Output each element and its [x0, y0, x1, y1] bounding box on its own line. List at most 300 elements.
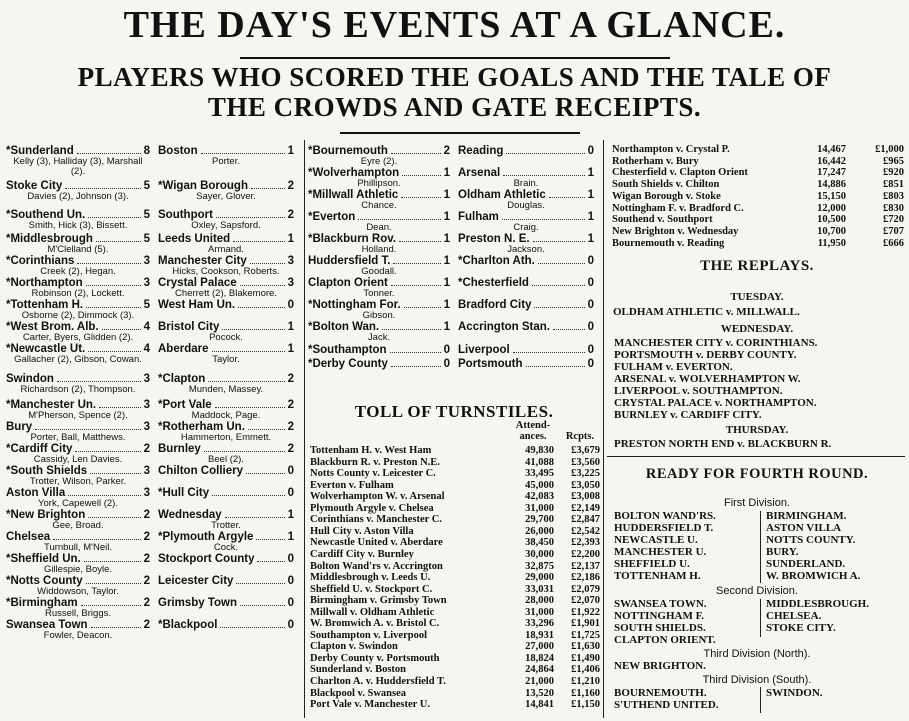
away-team [158, 465, 294, 478]
match-row [6, 553, 300, 575]
home-score: 4 [143, 321, 150, 333]
attendance: 27,000 [525, 641, 554, 653]
away-leader-dots [257, 561, 285, 562]
match-row [308, 277, 600, 299]
match-row [308, 255, 600, 277]
away-scorers: Beel (2). [208, 454, 244, 465]
gate-row [310, 618, 602, 630]
qualified-team: CLAPTON ORIENT. [614, 634, 716, 646]
match-row [6, 321, 300, 343]
home-team-name: *South Shields [6, 465, 88, 477]
home-leader-dots [86, 285, 141, 286]
away-team-name: Boston [158, 145, 198, 157]
fixture: Sunderland v. Boston [310, 664, 406, 676]
away-team-name: Grimsby Town [158, 597, 238, 609]
match-row [6, 209, 300, 233]
home-scorers: Trotter, Wilson, Parker. [29, 476, 127, 487]
home-scorers: Robinson (2), Lockett. [31, 288, 125, 299]
receipts: £1,490 [571, 652, 600, 664]
home-leader-dots [68, 495, 141, 496]
home-scorers: Richardson (2), Thompson. [20, 384, 136, 395]
away-leader-dots [240, 285, 285, 286]
home-leader-dots [99, 407, 141, 408]
home-team [308, 344, 450, 357]
attendance: 42,083 [525, 491, 554, 503]
home-score: 1 [443, 211, 450, 223]
attendance: 30,000 [525, 548, 554, 560]
away-score: 1 [587, 233, 594, 245]
fixture: Bolton Wand'rs v. Accrington [310, 560, 443, 572]
gate-row [612, 144, 906, 156]
away-score: 2 [287, 421, 294, 433]
home-leader-dots [86, 583, 141, 584]
gate-row [310, 526, 602, 538]
away-team-name: *Rotherham Un. [158, 421, 245, 433]
match-row [6, 597, 300, 619]
home-score: 3 [143, 277, 150, 289]
receipts: £920 [883, 167, 904, 179]
replays-wednesday: WEDNESDAY. [720, 323, 794, 335]
away-score: 1 [287, 509, 294, 521]
match-row [308, 211, 600, 233]
home-score: 2 [143, 531, 150, 543]
away-team-name: Liverpool [458, 344, 510, 356]
match-row [308, 321, 600, 344]
home-leader-dots [382, 329, 441, 330]
home-team-name: Clapton Orient [308, 277, 388, 289]
gate-row [310, 641, 602, 653]
receipts: £2,070 [571, 595, 600, 607]
match-row [6, 277, 300, 299]
attendance: 29,000 [525, 572, 554, 584]
home-score: 1 [443, 277, 450, 289]
away-leader-dots [251, 188, 285, 189]
home-scorers: Kelly (3), Halliday (3), Marshall (2). [13, 156, 143, 177]
away-team [458, 358, 594, 371]
gate-row [310, 503, 602, 515]
receipts: £3,560 [571, 456, 600, 468]
gate-row [310, 653, 602, 665]
match-row [6, 145, 300, 180]
attendance-header: Attend- ances. [515, 420, 551, 442]
match-row [6, 487, 300, 509]
fixture: Wolverhampton W. v. Arsenal [310, 491, 445, 503]
replay-wednesday-4: ARSENAL v. WOLVERHAMPTON W. [614, 373, 801, 385]
receipts: £851 [883, 179, 904, 191]
second-division-divider [760, 599, 761, 637]
attendance: 33,031 [525, 583, 554, 595]
home-scorers: Widdowson, Taylor. [37, 586, 119, 597]
attendance: 16,442 [817, 155, 846, 167]
home-score: 1 [443, 321, 450, 333]
receipts: £2,393 [571, 537, 600, 549]
fixture: Clapton v. Swindon [310, 641, 398, 653]
headline-rule [240, 57, 670, 59]
away-team [458, 255, 594, 268]
gate-row [310, 457, 602, 469]
away-score: 1 [587, 189, 594, 201]
away-team-name: *Plymouth Argyle [158, 531, 254, 543]
attendance: 49,830 [525, 445, 554, 456]
match-row [6, 299, 300, 321]
home-team-name: *Millwall Athletic [308, 189, 399, 201]
home-score: 5 [143, 180, 150, 192]
attendance: 31,000 [525, 502, 554, 514]
away-leader-dots [250, 263, 285, 264]
replay-wednesday-3: FULHAM v. EVERTON. [614, 361, 733, 373]
home-score: 4 [143, 343, 150, 355]
attendance: 33,495 [525, 468, 554, 480]
home-team-name: Bury [6, 421, 33, 433]
away-team-name: Accrington Stan. [458, 321, 551, 333]
away-team-name: *Blackpool [158, 619, 218, 631]
gate-row [310, 664, 602, 676]
home-scorers: Jack. [367, 332, 391, 343]
gate-row [310, 561, 602, 573]
home-team [308, 358, 450, 371]
away-scorers: Craig. [513, 222, 539, 233]
home-leader-dots [35, 429, 141, 430]
home-leader-dots [90, 473, 141, 474]
away-scorers: Maddock, Page. [191, 410, 261, 421]
home-score: 8 [143, 145, 150, 157]
away-leader-dots [204, 451, 285, 452]
away-leader-dots [222, 329, 285, 330]
home-leader-dots [84, 561, 141, 562]
away-score: 0 [587, 299, 594, 311]
gate-row [310, 514, 602, 526]
away-scorers: Munden, Massey. [188, 384, 264, 395]
attendance: 18,931 [525, 629, 554, 641]
attendance: 31,000 [525, 606, 554, 618]
fixture: Southampton v. Liverpool [310, 629, 427, 641]
home-team-name: *Birmingham [6, 597, 78, 609]
home-leader-dots [88, 351, 141, 352]
receipts: £2,137 [571, 560, 600, 572]
away-leader-dots [201, 153, 285, 154]
home-scorers: Holland. [361, 244, 397, 255]
away-leader-dots [533, 241, 585, 242]
home-team-name: Huddersfield T. [308, 255, 391, 267]
third-south-team-2: S'UTHEND UNITED. [614, 699, 719, 711]
receipts: £3,679 [571, 445, 600, 456]
away-team [458, 299, 594, 312]
gate-row [612, 167, 906, 179]
attendance: 14,841 [525, 699, 554, 711]
attendance: 15,150 [817, 190, 846, 202]
home-team-name: *Notts County [6, 575, 83, 587]
receipts: £2,079 [571, 583, 600, 595]
home-team-name: *Manchester Un. [6, 399, 97, 411]
home-team-name: Swindon [6, 373, 54, 385]
home-leader-dots [88, 517, 141, 518]
away-score: 0 [287, 619, 294, 631]
away-score: 1 [587, 211, 594, 223]
receipts: £720 [883, 214, 904, 226]
away-leader-dots [506, 153, 585, 154]
replays-tuesday: TUESDAY. [730, 291, 784, 303]
away-score: 0 [287, 487, 294, 499]
home-score: 5 [143, 299, 150, 311]
away-score: 0 [587, 344, 594, 356]
home-team-name: Chelsea [6, 531, 51, 543]
fixture: Southend v. Southport [612, 214, 713, 226]
away-team-name: *Hull City [158, 487, 210, 499]
home-scorers: Osborne (2), Dimmock (3). [21, 310, 135, 321]
attendance: 18,824 [525, 652, 554, 664]
qualified-team: MIDDLESBROUGH. [766, 598, 869, 610]
away-score: 1 [587, 167, 594, 179]
away-team-name: Chilton Colliery [158, 465, 243, 477]
away-score: 1 [287, 531, 294, 543]
away-score: 2 [287, 399, 294, 411]
away-leader-dots [208, 381, 285, 382]
home-scorers: Dean. [366, 222, 392, 233]
away-score: 2 [287, 209, 294, 221]
away-leader-dots [553, 329, 585, 330]
qualified-team: HUDDERSFIELD T. [614, 522, 714, 534]
match-row [308, 189, 600, 211]
away-team-name: Leicester City [158, 575, 234, 587]
third-south-divider [760, 687, 761, 713]
attendance: 10,500 [817, 214, 846, 226]
attendance: 41,088 [525, 456, 554, 468]
fixture: Sheffield U. v. Stockport C. [310, 583, 433, 595]
home-team-name: *Wolverhampton [308, 167, 400, 179]
fixture: Wigan Borough v. Stoke [612, 190, 721, 202]
fixture: Everton v. Fulham [310, 479, 394, 491]
home-score: 1 [443, 189, 450, 201]
away-leader-dots [503, 175, 585, 176]
fixture: Hull City v. Aston Villa [310, 525, 414, 537]
qualified-team: TOTTENHAM H. [614, 570, 701, 582]
away-scorers: Pocock. [209, 332, 243, 343]
receipts: £1,000 [875, 144, 904, 155]
home-score: 2 [143, 575, 150, 587]
home-score: 3 [143, 487, 150, 499]
gate-row [310, 572, 602, 584]
third-division-north-heading: Third Division (North). [703, 648, 811, 660]
away-scorers: Cherrett (2), Blakemore. [175, 288, 277, 299]
away-team [458, 277, 594, 290]
replay-tuesday-1: OLDHAM ATHLETIC v. MILLWALL. [613, 306, 800, 318]
receipts: £2,200 [571, 548, 600, 560]
home-team-name: *Blackburn Rov. [308, 233, 396, 245]
match-row [6, 421, 300, 443]
home-scorers: York, Capewell (2). [38, 498, 118, 509]
receipts: £3,050 [571, 479, 600, 491]
away-team-name: Fulham [458, 211, 499, 223]
away-score: 0 [287, 299, 294, 311]
attendance: 32,875 [525, 560, 554, 572]
home-team-name: *Sheffield Un. [6, 553, 81, 565]
receipts: £3,008 [571, 491, 600, 503]
fixture: Rotherham v. Bury [612, 155, 699, 167]
fixture: Blackburn R. v. Preston N.E. [310, 456, 440, 468]
home-leader-dots [402, 175, 441, 176]
qualified-team: W. BROMWICH A. [766, 570, 861, 582]
away-team-name: *Clapton [158, 373, 206, 385]
home-team-name: *Derby County [308, 358, 388, 370]
qualified-team: MANCHESTER U. [614, 546, 707, 558]
home-team-name: Stoke City [6, 180, 63, 192]
away-team-name: Preston N. E. [458, 233, 530, 245]
home-team-name: *Southampton [308, 344, 387, 356]
away-team-name: *Charlton Ath. [458, 255, 535, 267]
home-team-name: *Tottenham H. [6, 299, 84, 311]
away-team-name: Portsmouth [458, 358, 523, 370]
fixture: Plymouth Argyle v. Chelsea [310, 502, 434, 514]
fixture: Cardiff City v. Burnley [310, 548, 414, 560]
away-team-name: Leeds United [158, 233, 231, 245]
home-leader-dots [88, 217, 141, 218]
attendance: 17,247 [817, 167, 846, 179]
home-team-name: *Nottingham For. [308, 299, 401, 311]
receipts: £666 [883, 237, 904, 249]
away-score: 0 [587, 321, 594, 333]
away-team-name: West Ham Un. [158, 299, 236, 311]
qualified-team: NOTTINGHAM F. [614, 610, 705, 622]
away-leader-dots [549, 197, 585, 198]
away-score: 1 [287, 145, 294, 157]
away-score: 0 [587, 145, 594, 157]
match-row [308, 358, 600, 372]
receipts: £707 [883, 225, 904, 237]
qualified-team: BOLTON WAND'RS. [614, 510, 716, 522]
receipts-header: Rcpts. [565, 431, 595, 442]
away-leader-dots [538, 263, 585, 264]
attendance: 45,000 [525, 479, 554, 491]
receipts: £1,406 [571, 664, 600, 676]
receipts: £1,901 [571, 618, 600, 630]
gate-row [612, 156, 906, 168]
match-row [6, 373, 300, 399]
fixture: Blackpool v. Swansea [310, 687, 406, 699]
away-team-name: Aberdare [158, 343, 209, 355]
home-score: 1 [443, 167, 450, 179]
fixture: Corinthians v. Manchester C. [310, 514, 442, 526]
away-team-name: Bradford City [458, 299, 532, 311]
match-row [6, 509, 300, 531]
home-scorers: Gallacher (2), Gibson, Cowan. [14, 354, 142, 365]
home-scorers: M'Pherson, Spence (2). [28, 410, 128, 421]
home-scorers: Smith, Hick (3), Bissett. [28, 220, 128, 231]
home-leader-dots [81, 605, 141, 606]
home-scorers: Davies (2), Johnson (3). [27, 191, 129, 202]
match-row [6, 180, 300, 209]
fixture: Tottenham H. v. West Ham [310, 445, 432, 456]
home-scorers: Russell, Briggs. [45, 608, 111, 619]
toll-header [308, 420, 600, 444]
away-scorers: Douglas. [507, 200, 545, 211]
gate-row [310, 549, 602, 561]
away-score: 0 [287, 597, 294, 609]
gate-row [310, 445, 602, 457]
away-score: 0 [587, 255, 594, 267]
match-row [6, 255, 300, 277]
home-score: 2 [143, 619, 150, 631]
away-leader-dots [216, 217, 285, 218]
receipts: £1,922 [571, 606, 600, 618]
home-leader-dots [401, 197, 441, 198]
home-leader-dots [102, 329, 141, 330]
away-team-name: *Wigan Borough [158, 180, 248, 192]
attendance: 24,864 [525, 664, 554, 676]
attendance: 14,886 [817, 179, 846, 191]
home-team-name: Swansea Town [6, 619, 88, 631]
replay-wednesday-2: PORTSMOUTH v. DERBY COUNTY. [614, 349, 797, 361]
home-leader-dots [391, 366, 441, 367]
away-score: 2 [287, 373, 294, 385]
home-score: 0 [443, 344, 450, 356]
home-team-name: *Middlesbrough [6, 233, 93, 245]
away-leader-dots [212, 351, 285, 352]
attendance: 10,700 [817, 225, 846, 237]
home-scorers: Chance. [361, 200, 397, 211]
away-leader-dots [220, 627, 285, 628]
away-team-name: Southport [158, 209, 213, 221]
away-scorers: Hicks, Cookson, Roberts. [172, 266, 280, 277]
replay-wednesday-5: LIVERPOOL v. SOUTHAMPTON. [614, 385, 783, 397]
receipts: £1,150 [571, 699, 600, 711]
home-score: 3 [143, 465, 150, 477]
fixture: Bournemouth v. Reading [612, 237, 725, 249]
away-team-name: Manchester City [158, 255, 247, 267]
fixture: New Brighton v. Wednesday [612, 225, 739, 237]
receipts: £965 [883, 155, 904, 167]
home-score: 5 [143, 209, 150, 221]
away-team-name: Oldham Athletic [458, 189, 546, 201]
home-leader-dots [96, 241, 141, 242]
away-score: 0 [287, 553, 294, 565]
fixture: Northampton v. Crystal P. [612, 144, 730, 155]
away-score: 2 [287, 443, 294, 455]
gate-row [310, 676, 602, 688]
home-leader-dots [77, 263, 141, 264]
home-team-name: *Everton [308, 211, 356, 223]
match-row [6, 619, 300, 641]
attendance: 33,296 [525, 618, 554, 630]
home-score: 1 [443, 299, 450, 311]
fixture: W. Bromwich A. v. Bristol C. [310, 618, 440, 630]
fixture: Derby County v. Portsmouth [310, 652, 440, 664]
away-leader-dots [236, 583, 285, 584]
home-scorers: Gibson. [362, 310, 396, 321]
home-scorers: Gee, Broad. [52, 520, 104, 531]
home-score: 3 [143, 399, 150, 411]
away-scorers: Trotter. [211, 520, 241, 531]
match-row [6, 343, 300, 373]
home-scorers: Gillespie, Boyle. [43, 564, 113, 575]
replay-wednesday-6: CRYSTAL PALACE v. NORTHAMPTON. [614, 397, 817, 409]
gate-row [612, 214, 906, 226]
away-team-name: Crystal Palace [158, 277, 237, 289]
qualified-team: BURY. [766, 546, 799, 558]
fixture: Millwall v. Oldham Athletic [310, 606, 435, 618]
home-leader-dots [53, 539, 141, 540]
fixture: Notts County v. Leicester C. [310, 468, 436, 480]
home-leader-dots [391, 153, 441, 154]
third-south-team-1: BOURNEMOUTH. [614, 687, 707, 699]
home-scorers: Carter, Byers, Glidden (2). [22, 332, 134, 343]
home-scorers: M'Clelland (5). [47, 244, 109, 255]
home-score: 2 [143, 553, 150, 565]
away-team [158, 299, 294, 312]
headline: THE DAY'S EVENTS AT A GLANCE. [123, 4, 786, 46]
attendance: 29,700 [525, 514, 554, 526]
away-team-name: Stockport County [158, 553, 255, 565]
subhead-line-2: THE CROWDS AND GATE RECEIPTS. [207, 92, 702, 122]
